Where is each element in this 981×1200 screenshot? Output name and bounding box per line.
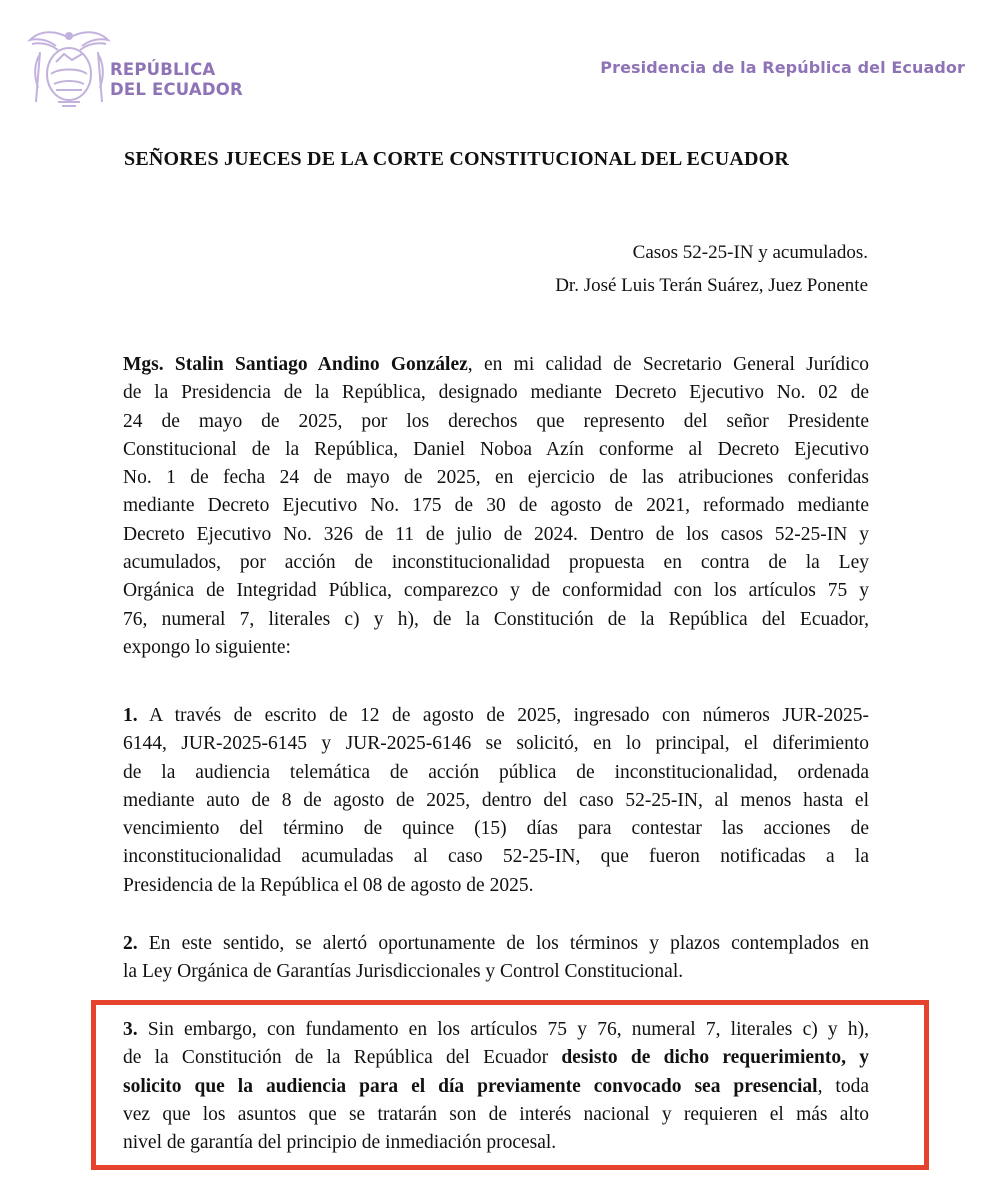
ecuador-coat-of-arms-icon (26, 24, 112, 112)
paragraph-line: Presidencia de la República el 08 de agosto de 2025. (123, 874, 534, 896)
paragraph-line: la Ley Orgánica de Garantías Jurisdiccionales y Control Constitucional. (123, 961, 684, 983)
item-number: 2. (123, 933, 138, 954)
judge-name: Dr. José Luis Terán Suárez, Juez Ponente (555, 275, 868, 296)
paragraph-line: expongo lo siguiente: (123, 636, 291, 658)
paragraph-line: de la Constitución de la República del Ecuador desisto de dicho requerimiento, y (123, 1047, 869, 1069)
item-2-paragraph (123, 930, 869, 987)
paragraph-line: 6144, JUR-2025-6145 y JUR-2025-6146 se solicitó, en lo principal, el diferimiento (123, 733, 869, 755)
intro-paragraph (123, 351, 869, 662)
paragraph-line: de la audiencia telemática de acción pública de inconstitucionalidad, ordenada (123, 761, 869, 783)
item-number: 3. (123, 1019, 138, 1040)
emphasis-text: desisto de dicho requerimiento, y (561, 1047, 869, 1069)
item-1-paragraph (123, 702, 869, 900)
paragraph-line: vencimiento del término de quince (15) días para contestar las acciones de (123, 818, 869, 840)
item-3-paragraph (123, 1016, 869, 1157)
paragraph-line: vez que los asuntos que se tratarán son de interés nacional y requieren el más alto (123, 1103, 869, 1125)
paragraph-line: Decreto Ejecutivo No. 326 de 11 de julio de 2024. Dentro de los casos 52-25-IN y (123, 523, 869, 545)
paragraph-line: 1. A través de escrito de 12 de agosto de 2025, ingresado con números JUR-2025- (123, 705, 869, 726)
paragraph-line: Mgs. Stalin Santiago Andino González, en mi calidad de Secretario General Jurídico (123, 354, 869, 375)
brand-line-2: DEL ECUADOR (110, 80, 243, 99)
paragraph-line: mediante auto de 8 de agosto de 2025, dentro del caso 52-25-IN, al menos hasta el (123, 789, 869, 811)
paragraph-line: 3. Sin embargo, con fundamento en los artículos 75 y 76, numeral 7, literales c) y h), (123, 1019, 869, 1040)
paragraph-line: acumulados, por acción de inconstitucionalidad propuesta en contra de la Ley (123, 552, 869, 574)
paragraph-line: 76, numeral 7, literales c) y h), de la Constitución de la República del Ecuador, (123, 608, 869, 630)
document-title: SEÑORES JUECES DE LA CORTE CONSTITUCIONAL DEL ECUADOR (124, 148, 790, 170)
paragraph-line: solicito que la audiencia para el día previamente convocado sea presencial, toda (123, 1075, 869, 1097)
paragraph-line: mediante Decreto Ejecutivo No. 175 de 30 de agosto de 2021, reformado mediante (123, 495, 869, 517)
paragraph-line: inconstitucionalidad acumuladas al caso 52-25-IN, que fueron notificadas a la (123, 846, 869, 868)
paragraph-line: 24 de mayo de 2025, por los derechos que represento del señor Presidente (123, 410, 869, 432)
paragraph-line: nivel de garantía del principio de inmediación procesal. (123, 1132, 557, 1154)
paragraph-line: 2. En este sentido, se alertó oportunamente de los términos y plazos contemplados en (123, 933, 869, 954)
case-number: Casos 52-25-IN y acumulados. (632, 242, 868, 263)
brand-wordmark (110, 60, 243, 100)
paragraph-line: No. 1 de fecha 24 de mayo de 2025, en ejercicio de las atribuciones conferidas (123, 467, 869, 489)
item-number: 1. (123, 705, 138, 726)
paragraph-line: Orgánica de Integridad Pública, comparezco y de conformidad con los artículos 75 y (123, 580, 869, 602)
brand-line-1: REPÚBLICA (110, 60, 216, 79)
paragraph-line: Constitucional de la República, Daniel Noboa Azín conforme al Decreto Ejecutivo (123, 438, 869, 460)
signatory-name: Mgs. Stalin Santiago Andino González (123, 354, 468, 375)
paragraph-line: de la Presidencia de la República, designado mediante Decreto Ejecutivo No. 02 de (123, 382, 869, 404)
institution-name: Presidencia de la República del Ecuador (600, 58, 965, 77)
case-reference (555, 236, 868, 302)
emphasis-text: solicito que la audiencia para el día previamente convocado sea presencial (123, 1075, 818, 1097)
